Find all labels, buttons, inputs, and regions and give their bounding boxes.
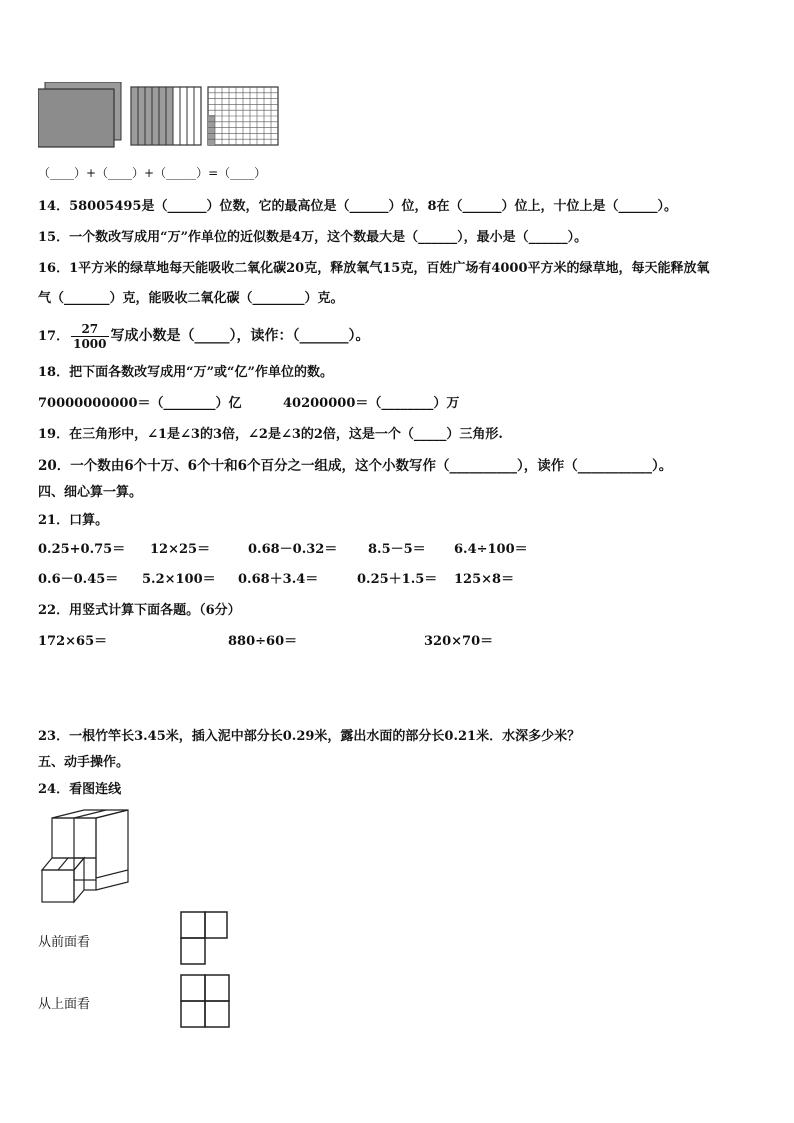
question-19: 19．在三角形中，∠1是∠3的3倍，∠2是∠3的2倍，这是一个（_____）三角形. [38,427,503,442]
q22-item-2: 880÷60＝ [228,634,298,649]
q21-row2-item4: 0.25＋1.5＝ [357,572,438,587]
q17-denominator: 1000 [73,337,107,351]
question-18-title: 18．把下面各数改写成用“万”或“亿”作单位的数。 [38,365,334,380]
q18-item-1: 70000000000＝（________）亿 [38,396,242,411]
decimal-model-figure [38,82,288,152]
q21-row2-item3: 0.68＋3.4＝ [238,572,319,587]
question-20: 20．一个数由6个十万、6个十和6个百分之一组成，这个小数写作（__________），读作（___________）。 [38,458,673,474]
view-front-label: 从前面看 [38,935,91,950]
section-5-heading: 五、动手操作。 [38,755,130,770]
q17-prefix: 17． [38,329,70,344]
hundredths-grid [208,87,278,145]
q17-fraction [71,322,108,351]
question-16-line-2: 气（_______）克，能吸收二氧化碳（________）克。 [38,291,344,306]
q21-row1-item1: 0.25+0.75＝ [38,542,126,557]
q18-item-2: 40200000＝（________）万 [283,396,460,411]
q21-row1-item4: 8.5－5＝ [368,542,426,557]
question-21-title: 21．口算。 [38,513,109,528]
front-view-figure[interactable] [180,911,230,967]
view-top-label: 从上面看 [38,997,91,1012]
q17-suffix: 写成小数是（_____），读作：（_______）。 [110,328,370,344]
q22-item-3: 320×70＝ [424,634,494,649]
q21-row1-item5: 6.4÷100＝ [454,542,528,557]
question-17 [38,318,370,355]
question-22-title: 22．用竖式计算下面各题。（6分） [38,603,241,618]
q22-item-1: 172×65＝ [38,634,108,649]
q21-row2-item5: 125×8＝ [454,572,515,587]
question-14: 14．58005495是（______）位数，它的最高位是（______）位，8在（______）位上，十位上是（______）。 [38,199,677,214]
q17-numerator: 27 [81,322,99,336]
top-view-figure[interactable] [180,974,232,1030]
q21-row2-item1: 0.6－0.45＝ [38,572,119,587]
question-23: 23．一根竹竿长3.45米，插入泥中部分长0.29米，露出水面的部分长0.21米．水深多少米？ [38,729,581,744]
question-15: 15．一个数改写成用“万”作单位的近似数是4万，这个数最大是（______），最小是（______）。 [38,230,588,245]
q13-answer-line: （____）+（____）+（_____）=（____） [38,166,267,180]
q21-row2-item2: 5.2×100＝ [142,572,216,587]
tenths-strips [131,87,201,145]
q21-row1-item2: 12×25＝ [150,542,211,557]
question-16-line-1: 16．1平方米的绿草地每天能吸收二氧化碳20克，释放氧气15克，百姓广场有4000平方米的绿草地，每天能释放氧 [38,261,710,276]
cube-solid-figure [38,808,138,904]
section-4-heading: 四、细心算一算。 [38,485,143,500]
q21-row1-item3: 0.68－0.32＝ [248,542,338,557]
question-24-title: 24．看图连线 [38,782,122,797]
